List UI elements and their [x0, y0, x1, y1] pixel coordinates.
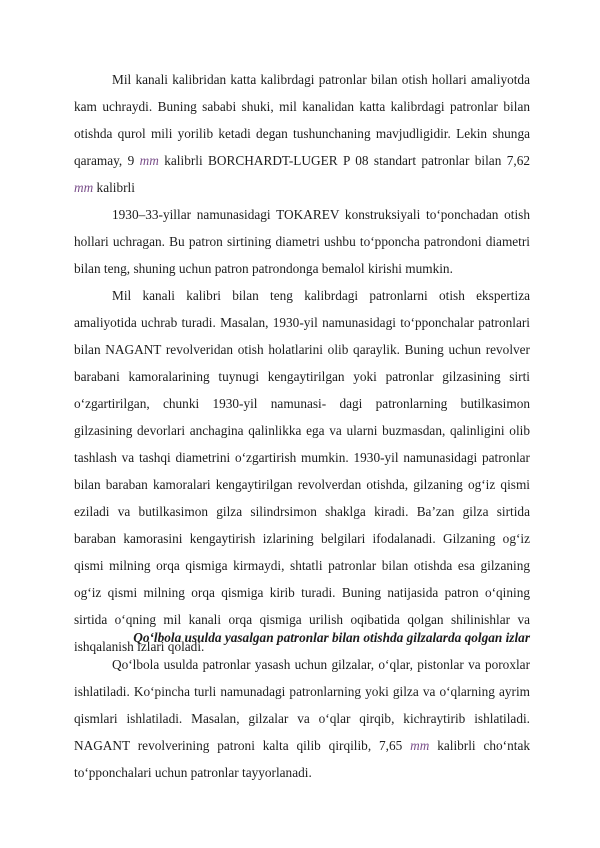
unit-mm: mm	[74, 180, 94, 195]
paragraph-2: 1930–33-yillar namunasidagi TOKAREV konstruksiyali to‘ponchadan otish hollari uchragan. Bu patron sirtining diametri ushbu to‘pponcha patrondoni diametri bilan teng, shuning uchun patron patrondonga bemalol kirishi mumkin.	[74, 207, 530, 276]
paragraph-4-text-b: kalibrli cho‘ntak to‘pponchalari uchun patronlar tayyorlanadi.	[74, 738, 530, 780]
unit-mm: mm	[139, 153, 159, 168]
paragraph-1-text-c: kalibrli	[93, 180, 135, 195]
unit-mm: mm	[410, 738, 430, 753]
paragraph-4	[74, 651, 530, 786]
section-heading: Qo‘lbola usulda yasalgan patronlar bilan otishda gilzalarda qolgan izlar	[133, 630, 530, 645]
paragraph-3: Mil kanali kalibri bilan teng kalibrdagi patronlarni otish ekspertiza amaliyotida uchrab turadi. Masalan, 1930-yil namunasidagi to‘pponchalar patronlari bilan NAGANT revolveridan otish holatlarini olib qaraylik. Buning uchun revolver barabani kamoralarining tuynugi kengaytirilgan yoki patronlar gilzasining sirti o‘zgartirilgan, chunki 1930-yil namunasi- dagi patronlarning butilkasimon gilzasining devorlari anchagina qalinlikka ega va ularni buzmasdan, qalinligini olib tashlash va tashqi diametrini o‘zgartirish mumkin. 1930-yil namunasidagi patronlar bilan baraban kamoralari kengaytirilgan revolverdan otishda, gilzaning og‘iz qismi eziladi va butilkasimon gilza silindrsimon shaklga kiradi. Ba’zan gilza sirtida baraban kamorasini kengaytirish izlarining belgilari ifodalanadi. Gilzaning og‘iz qismi milning orqa qismiga kirmaydi, shtatli patronlar bilan otishda esa gilzaning og‘iz qismi milning orqa qismiga kirib turadi. Buning natijasida patron o‘qining sirtida o‘qning mil kanali orqa qismiga urilish oqibatida qolgan shilinishlar va ishqalanish izlari qoladi.	[74, 288, 530, 654]
paragraph-4-text-a: Qo‘lbola usulda patronlar yasash uchun gilzalar, o‘qlar, pistonlar va poroxlar ishlatiladi. Ko‘pincha turli namunadagi patronlarning yoki gilza va o‘qlarning ayrim qismlari ishlatiladi. Masalan, gilzalar va o‘qlar qirqib, kichraytirib ishlatiladi. NAGANT revolverining patroni kalta qilib qirqilib, 7,65	[74, 657, 530, 753]
paragraph-1-text-b: kalibrli BORCHARDT-LUGER P 08 standart patronlar bilan 7,62	[158, 153, 531, 168]
paragraph-1	[74, 66, 530, 201]
paragraph-1-text-a: Mil kanali kalibridan katta kalibrdagi patronlar bilan otish hollari amaliyotda kam uchraydi. Buning sababi shuki, mil kanalidan katta kalibrdagi patronlar bilan otishda qurol mili yorilib ketadi degan tushunchaning mavjudligidir. Lekin shunga qaramay, 9	[74, 72, 530, 168]
